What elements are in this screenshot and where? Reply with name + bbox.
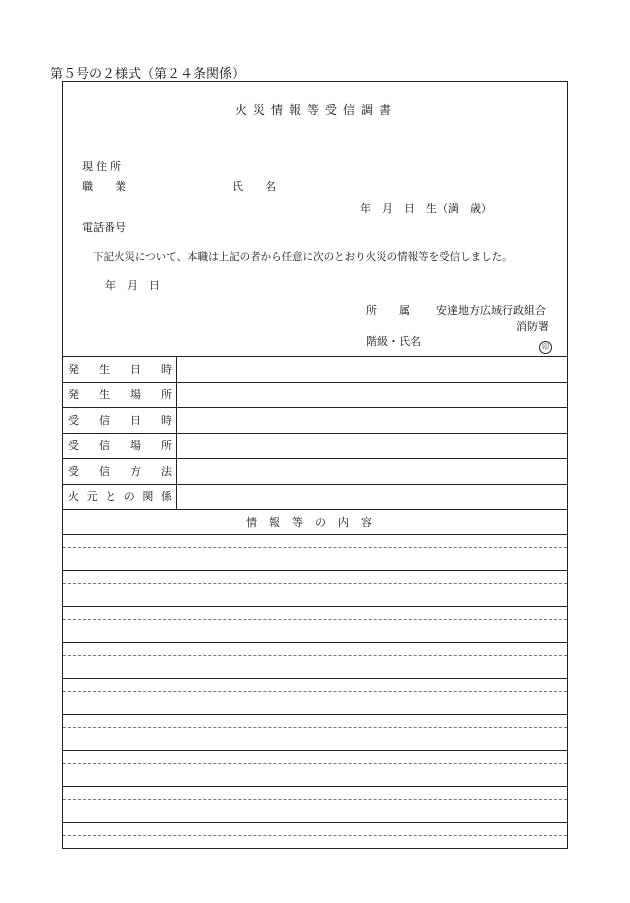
row-label: 発 生 場 所: [68, 388, 172, 401]
content-solid-line: [63, 570, 567, 571]
station-value: 消防署: [516, 320, 549, 333]
content-dashed-line: [63, 547, 567, 548]
seal-mark: 印: [539, 341, 552, 354]
row-label: 火 元 と の 関 係: [68, 490, 172, 503]
content-solid-line: [63, 714, 567, 715]
row-value-field[interactable]: [177, 407, 567, 432]
contents-header: 情報等の内容: [246, 515, 384, 529]
rank-name-label: 階級・氏名: [366, 335, 421, 348]
content-solid-line: [63, 822, 567, 823]
content-dashed-line: [63, 835, 567, 836]
row-value-field[interactable]: [177, 484, 567, 509]
content-dashed-line: [63, 619, 567, 620]
statement-text: 下記火災について、本職は上記の者から任意に次のとおり火災の情報等を受信しました。: [93, 251, 513, 263]
form-title: 火災情報等受信調書: [234, 103, 397, 117]
row-label: 受 信 場 所: [68, 439, 172, 452]
row-value-field[interactable]: [177, 458, 567, 483]
row-value-field[interactable]: [177, 382, 567, 407]
content-solid-line: [63, 786, 567, 787]
occupation-label: 職 業: [82, 180, 126, 193]
form-caption: 第５号の２様式（第２４条関係）: [50, 67, 246, 82]
content-solid-line: [63, 642, 567, 643]
fire-info-form: [62, 81, 568, 849]
affiliation-value: 安達地方広域行政組合: [436, 304, 546, 317]
content-dashed-line: [63, 691, 567, 692]
row-label: 受 信 方 法: [68, 464, 172, 478]
affiliation-label: 所 属: [366, 304, 410, 317]
content-solid-line: [63, 606, 567, 607]
row-label: 発 生 日 時: [68, 362, 172, 376]
content-solid-line: [63, 750, 567, 751]
content-dashed-line: [63, 799, 567, 800]
content-dashed-line: [63, 655, 567, 656]
name-label: 氏 名: [232, 180, 276, 193]
row-label: 受 信 日 時: [68, 413, 172, 427]
content-dashed-line: [63, 763, 567, 764]
row-value-field[interactable]: [177, 433, 567, 458]
row-value-field[interactable]: [177, 356, 567, 381]
date-label: 年 月 日: [105, 279, 160, 292]
address-label: 現住所: [82, 160, 124, 173]
birthdate-label: 年 月 日 生（満 歳）: [360, 202, 492, 215]
content-dashed-line: [63, 583, 567, 584]
content-solid-line: [63, 678, 567, 679]
contents-bottom-divider: [63, 534, 567, 535]
content-dashed-line: [63, 727, 567, 728]
phone-label: 電話番号: [82, 221, 126, 234]
